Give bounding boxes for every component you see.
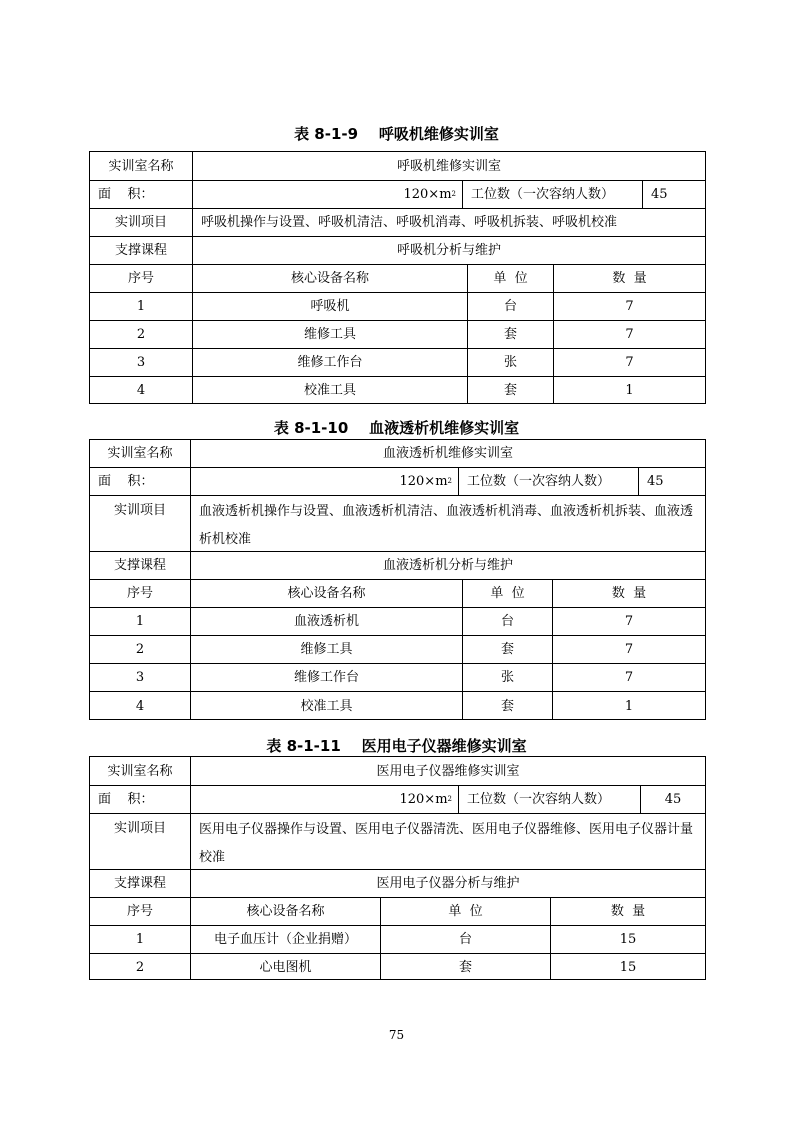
- projects-label: 实训项目: [113, 821, 166, 836]
- row-no: 2: [136, 327, 146, 342]
- header-qty: 数 量: [552, 580, 705, 607]
- row-no: 3: [136, 355, 146, 370]
- table-row: [90, 236, 705, 264]
- projects-value: 医用电子仪器操作与设置、医用电子仪器清洗、医用电子仪器维修、医用电子仪器计量校准: [190, 814, 705, 869]
- row-unit: 张: [462, 664, 552, 691]
- row-qty: 7: [553, 321, 705, 348]
- area-value: 120×m 2: [192, 181, 462, 208]
- row-qty: 7: [552, 636, 705, 663]
- table-row: [90, 208, 705, 236]
- course-value: 医用电子仪器分析与维护: [190, 870, 705, 897]
- row-qty: 15: [550, 926, 705, 953]
- row-name: 维修工具: [190, 636, 462, 663]
- course-value: 血液透析机分析与维护: [190, 552, 705, 579]
- row-unit: 套: [462, 636, 552, 663]
- row-unit: 套: [380, 954, 550, 980]
- table-row: [90, 813, 705, 869]
- header-qty: 数 量: [553, 265, 705, 292]
- table-row: [90, 376, 705, 404]
- row-no: 2: [135, 959, 145, 975]
- lab-table: [89, 756, 706, 980]
- table-row: [90, 663, 705, 691]
- projects-value: 呼吸机操作与设置、呼吸机清洁、呼吸机消毒、呼吸机拆装、呼吸机校准: [192, 209, 705, 236]
- table-header-row: [90, 579, 705, 607]
- row-no: 4: [136, 383, 146, 398]
- row-name: 电子血压计（企业捐赠）: [190, 926, 380, 953]
- header-name: 核心设备名称: [190, 898, 380, 925]
- lab-name-label: 实训室名称: [108, 158, 174, 174]
- table-row: [90, 551, 705, 579]
- projects-value: 血液透析机操作与设置、血液透析机清洁、血液透析机消毒、血液透析机拆装、血液透析机校准: [190, 496, 705, 551]
- row-no: 1: [135, 932, 145, 947]
- capacity-label: 工位数（一次容纳人数）: [462, 181, 642, 208]
- row-name: 维修工作台: [192, 349, 467, 376]
- header-name: 核心设备名称: [190, 580, 462, 607]
- row-name: 维修工具: [192, 321, 467, 348]
- lab-name-value: 呼吸机维修实训室: [192, 152, 705, 180]
- area-value: 120×m 2: [190, 468, 458, 495]
- lab-name-value: 医用电子仪器维修实训室: [190, 757, 705, 785]
- row-qty: 7: [552, 664, 705, 691]
- row-no: 4: [135, 698, 145, 714]
- row-qty: 1: [553, 377, 705, 404]
- table-row: [90, 152, 705, 180]
- table-row: [90, 607, 705, 635]
- table-row: [90, 925, 705, 953]
- row-name: 维修工作台: [190, 664, 462, 691]
- header-unit: 单 位: [462, 580, 552, 607]
- projects-label: 实训项目: [114, 215, 167, 230]
- row-no: 3: [135, 670, 145, 685]
- table-header-row: [90, 897, 705, 925]
- row-unit: 台: [467, 293, 553, 320]
- area-value: 120×m 2: [190, 786, 458, 813]
- capacity-value: 45: [642, 181, 705, 208]
- table-row: [90, 348, 705, 376]
- area-label: 面 积：: [98, 187, 154, 202]
- header-unit: 单 位: [467, 265, 553, 292]
- area-label: 面 积：: [98, 474, 154, 489]
- row-unit: 套: [467, 321, 553, 348]
- lab-table: [89, 151, 706, 404]
- capacity-value: 45: [638, 468, 705, 495]
- table-row: [90, 467, 705, 495]
- course-label: 支撑课程: [113, 558, 166, 573]
- course-label: 支撑课程: [114, 243, 167, 258]
- row-qty: 7: [553, 293, 705, 320]
- row-qty: 7: [552, 608, 705, 635]
- table-row: [90, 691, 705, 720]
- table-row: [90, 180, 705, 208]
- header-qty: 数 量: [550, 898, 705, 925]
- row-name: 呼吸机: [192, 293, 467, 320]
- row-no: 1: [135, 614, 145, 629]
- table-row: [90, 292, 705, 320]
- row-unit: 张: [467, 349, 553, 376]
- row-unit: 套: [462, 692, 552, 720]
- row-unit: 台: [462, 608, 552, 635]
- table-row: [90, 757, 705, 785]
- table-row: [90, 635, 705, 663]
- row-qty: 7: [553, 349, 705, 376]
- table-title: 表 8-1-11 医用电子仪器维修实训室: [266, 737, 527, 755]
- table-row: [90, 953, 705, 980]
- row-name: 校准工具: [192, 377, 467, 404]
- header-no: 序号: [127, 271, 154, 286]
- row-no: 2: [135, 642, 145, 657]
- capacity-label: 工位数（一次容纳人数）: [458, 786, 640, 813]
- capacity-label: 工位数（一次容纳人数）: [458, 468, 638, 495]
- row-no: 1: [136, 299, 146, 314]
- table-row: [90, 495, 705, 551]
- header-no: 序号: [126, 904, 153, 919]
- lab-name-label: 实训室名称: [107, 446, 173, 461]
- header-no: 序号: [126, 586, 153, 601]
- lab-name-value: 血液透析机维修实训室: [190, 440, 705, 467]
- table-title: 表 8-1-9 呼吸机维修实训室: [294, 125, 499, 143]
- row-unit: 台: [380, 926, 550, 953]
- course-label: 支撑课程: [113, 876, 166, 891]
- projects-label: 实训项目: [113, 503, 166, 518]
- table-row: [90, 869, 705, 897]
- table-row: [90, 440, 705, 467]
- capacity-value: 45: [640, 786, 705, 813]
- header-unit: 单 位: [380, 898, 550, 925]
- row-unit: 套: [467, 377, 553, 404]
- row-name: 心电图机: [190, 954, 380, 980]
- row-qty: 15: [550, 954, 705, 980]
- row-name: 血液透析机: [190, 608, 462, 635]
- lab-name-label: 实训室名称: [107, 763, 173, 779]
- course-value: 呼吸机分析与维护: [192, 237, 705, 264]
- table-row: [90, 320, 705, 348]
- header-name: 核心设备名称: [192, 265, 467, 292]
- page-number: 75: [388, 1028, 405, 1042]
- table-title: 表 8-1-10 血液透析机维修实训室: [273, 419, 520, 437]
- area-label: 面 积：: [98, 792, 154, 807]
- table-row: [90, 785, 705, 813]
- lab-table: [89, 439, 706, 720]
- table-header-row: [90, 264, 705, 292]
- row-name: 校准工具: [190, 692, 462, 720]
- row-qty: 1: [552, 692, 705, 720]
